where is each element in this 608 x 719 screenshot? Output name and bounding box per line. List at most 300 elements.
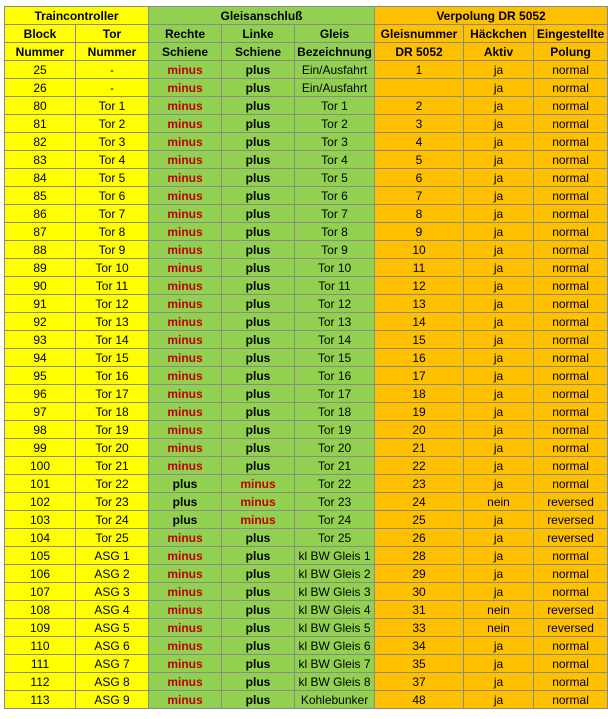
linke-schiene-cell[interactable]: minus — [222, 475, 295, 493]
haeckchen-aktiv-cell[interactable]: ja — [464, 241, 534, 259]
header-cell[interactable]: Gleis — [295, 25, 375, 43]
polung-cell[interactable]: reversed — [534, 493, 608, 511]
haeckchen-aktiv-cell[interactable]: ja — [464, 673, 534, 691]
gleisnummer-cell[interactable]: 33 — [375, 619, 464, 637]
tor-nummer-cell[interactable]: ASG 7 — [76, 655, 149, 673]
block-nummer-cell[interactable]: 96 — [5, 385, 76, 403]
tor-nummer-cell[interactable]: Tor 25 — [76, 529, 149, 547]
polung-cell[interactable]: normal — [534, 691, 608, 709]
polung-cell[interactable]: reversed — [534, 529, 608, 547]
linke-schiene-cell[interactable]: plus — [222, 313, 295, 331]
gleisnummer-cell[interactable]: 25 — [375, 511, 464, 529]
haeckchen-aktiv-cell[interactable]: ja — [464, 115, 534, 133]
block-nummer-cell[interactable]: 101 — [5, 475, 76, 493]
block-nummer-cell[interactable]: 89 — [5, 259, 76, 277]
polung-cell[interactable]: normal — [534, 295, 608, 313]
rechte-schiene-cell[interactable]: minus — [149, 241, 222, 259]
rechte-schiene-cell[interactable]: minus — [149, 457, 222, 475]
gleis-bezeichnung-cell[interactable]: kl BW Gleis 1 — [295, 547, 375, 565]
gleisnummer-cell[interactable]: 5 — [375, 151, 464, 169]
tor-nummer-cell[interactable]: Tor 15 — [76, 349, 149, 367]
gleisnummer-cell[interactable]: 29 — [375, 565, 464, 583]
linke-schiene-cell[interactable]: plus — [222, 223, 295, 241]
tor-nummer-cell[interactable]: Tor 18 — [76, 403, 149, 421]
gleisnummer-cell[interactable]: 6 — [375, 169, 464, 187]
haeckchen-aktiv-cell[interactable]: nein — [464, 601, 534, 619]
gleis-bezeichnung-cell[interactable]: Tor 16 — [295, 367, 375, 385]
tor-nummer-cell[interactable]: Tor 2 — [76, 115, 149, 133]
polung-cell[interactable]: normal — [534, 205, 608, 223]
linke-schiene-cell[interactable]: plus — [222, 205, 295, 223]
gleis-bezeichnung-cell[interactable]: Tor 12 — [295, 295, 375, 313]
polung-cell[interactable]: normal — [534, 475, 608, 493]
linke-schiene-cell[interactable]: plus — [222, 403, 295, 421]
polung-cell[interactable]: normal — [534, 241, 608, 259]
haeckchen-aktiv-cell[interactable]: ja — [464, 295, 534, 313]
tor-nummer-cell[interactable]: ASG 2 — [76, 565, 149, 583]
polung-cell[interactable]: normal — [534, 637, 608, 655]
tor-nummer-cell[interactable]: - — [76, 79, 149, 97]
tor-nummer-cell[interactable]: Tor 13 — [76, 313, 149, 331]
block-nummer-cell[interactable]: 99 — [5, 439, 76, 457]
tor-nummer-cell[interactable]: ASG 9 — [76, 691, 149, 709]
block-nummer-cell[interactable]: 95 — [5, 367, 76, 385]
polung-cell[interactable]: normal — [534, 367, 608, 385]
header-cell[interactable]: Schiene — [222, 43, 295, 61]
gleisnummer-cell[interactable]: 16 — [375, 349, 464, 367]
gleis-bezeichnung-cell[interactable]: Tor 18 — [295, 403, 375, 421]
rechte-schiene-cell[interactable]: minus — [149, 133, 222, 151]
block-nummer-cell[interactable]: 113 — [5, 691, 76, 709]
gleis-bezeichnung-cell[interactable]: Tor 2 — [295, 115, 375, 133]
gleisnummer-cell[interactable]: 14 — [375, 313, 464, 331]
haeckchen-aktiv-cell[interactable]: ja — [464, 223, 534, 241]
haeckchen-aktiv-cell[interactable]: ja — [464, 385, 534, 403]
gleis-bezeichnung-cell[interactable]: Tor 20 — [295, 439, 375, 457]
linke-schiene-cell[interactable]: plus — [222, 259, 295, 277]
haeckchen-aktiv-cell[interactable]: nein — [464, 619, 534, 637]
haeckchen-aktiv-cell[interactable]: ja — [464, 637, 534, 655]
linke-schiene-cell[interactable]: plus — [222, 133, 295, 151]
gleisnummer-cell[interactable]: 4 — [375, 133, 464, 151]
linke-schiene-cell[interactable]: plus — [222, 673, 295, 691]
gleis-bezeichnung-cell[interactable]: Tor 4 — [295, 151, 375, 169]
gleisnummer-cell[interactable]: 48 — [375, 691, 464, 709]
tor-nummer-cell[interactable]: Tor 12 — [76, 295, 149, 313]
haeckchen-aktiv-cell[interactable]: ja — [464, 205, 534, 223]
rechte-schiene-cell[interactable]: minus — [149, 169, 222, 187]
tor-nummer-cell[interactable]: Tor 3 — [76, 133, 149, 151]
block-nummer-cell[interactable]: 90 — [5, 277, 76, 295]
haeckchen-aktiv-cell[interactable]: ja — [464, 691, 534, 709]
gleis-bezeichnung-cell[interactable]: Tor 9 — [295, 241, 375, 259]
gleis-bezeichnung-cell[interactable]: Tor 21 — [295, 457, 375, 475]
gleis-bezeichnung-cell[interactable]: Tor 17 — [295, 385, 375, 403]
tor-nummer-cell[interactable]: Tor 6 — [76, 187, 149, 205]
header-cell[interactable]: Aktiv — [464, 43, 534, 61]
haeckchen-aktiv-cell[interactable]: ja — [464, 655, 534, 673]
block-nummer-cell[interactable]: 88 — [5, 241, 76, 259]
rechte-schiene-cell[interactable]: minus — [149, 313, 222, 331]
block-nummer-cell[interactable]: 112 — [5, 673, 76, 691]
polung-cell[interactable]: normal — [534, 187, 608, 205]
block-nummer-cell[interactable]: 26 — [5, 79, 76, 97]
linke-schiene-cell[interactable]: plus — [222, 61, 295, 79]
haeckchen-aktiv-cell[interactable]: ja — [464, 133, 534, 151]
haeckchen-aktiv-cell[interactable]: ja — [464, 439, 534, 457]
linke-schiene-cell[interactable]: plus — [222, 637, 295, 655]
gleisnummer-cell[interactable]: 37 — [375, 673, 464, 691]
linke-schiene-cell[interactable]: plus — [222, 169, 295, 187]
linke-schiene-cell[interactable]: plus — [222, 241, 295, 259]
rechte-schiene-cell[interactable]: minus — [149, 223, 222, 241]
block-nummer-cell[interactable]: 92 — [5, 313, 76, 331]
polung-cell[interactable]: normal — [534, 223, 608, 241]
block-nummer-cell[interactable]: 82 — [5, 133, 76, 151]
gleis-bezeichnung-cell[interactable]: Tor 7 — [295, 205, 375, 223]
gleis-bezeichnung-cell[interactable]: Tor 11 — [295, 277, 375, 295]
header-cell[interactable]: Linke — [222, 25, 295, 43]
gleisnummer-cell[interactable]: 23 — [375, 475, 464, 493]
tor-nummer-cell[interactable]: Tor 1 — [76, 97, 149, 115]
rechte-schiene-cell[interactable]: plus — [149, 475, 222, 493]
group-gleisanschluss[interactable]: Gleisanschluß — [149, 7, 375, 25]
polung-cell[interactable]: normal — [534, 115, 608, 133]
haeckchen-aktiv-cell[interactable]: ja — [464, 151, 534, 169]
gleis-bezeichnung-cell[interactable]: kl BW Gleis 7 — [295, 655, 375, 673]
polung-cell[interactable]: normal — [534, 151, 608, 169]
linke-schiene-cell[interactable]: plus — [222, 115, 295, 133]
polung-cell[interactable]: normal — [534, 79, 608, 97]
tor-nummer-cell[interactable]: Tor 9 — [76, 241, 149, 259]
tor-nummer-cell[interactable]: Tor 21 — [76, 457, 149, 475]
linke-schiene-cell[interactable]: plus — [222, 79, 295, 97]
gleisnummer-cell[interactable]: 9 — [375, 223, 464, 241]
block-nummer-cell[interactable]: 86 — [5, 205, 76, 223]
gleis-bezeichnung-cell[interactable]: Ein/Ausfahrt — [295, 79, 375, 97]
haeckchen-aktiv-cell[interactable]: ja — [464, 511, 534, 529]
linke-schiene-cell[interactable]: plus — [222, 151, 295, 169]
gleisnummer-cell[interactable]: 13 — [375, 295, 464, 313]
haeckchen-aktiv-cell[interactable]: ja — [464, 529, 534, 547]
linke-schiene-cell[interactable]: plus — [222, 331, 295, 349]
gleisnummer-cell[interactable]: 34 — [375, 637, 464, 655]
gleis-bezeichnung-cell[interactable]: Tor 24 — [295, 511, 375, 529]
rechte-schiene-cell[interactable]: minus — [149, 205, 222, 223]
gleisnummer-cell[interactable]: 17 — [375, 367, 464, 385]
linke-schiene-cell[interactable]: plus — [222, 421, 295, 439]
gleisnummer-cell[interactable]: 19 — [375, 403, 464, 421]
gleis-bezeichnung-cell[interactable]: Tor 23 — [295, 493, 375, 511]
block-nummer-cell[interactable]: 85 — [5, 187, 76, 205]
linke-schiene-cell[interactable]: plus — [222, 385, 295, 403]
linke-schiene-cell[interactable]: plus — [222, 439, 295, 457]
tor-nummer-cell[interactable]: Tor 22 — [76, 475, 149, 493]
block-nummer-cell[interactable]: 111 — [5, 655, 76, 673]
header-cell[interactable]: Polung — [534, 43, 608, 61]
polung-cell[interactable]: normal — [534, 673, 608, 691]
polung-cell[interactable]: normal — [534, 565, 608, 583]
linke-schiene-cell[interactable]: plus — [222, 187, 295, 205]
rechte-schiene-cell[interactable]: minus — [149, 421, 222, 439]
gleisnummer-cell[interactable]: 35 — [375, 655, 464, 673]
gleisnummer-cell[interactable]: 31 — [375, 601, 464, 619]
rechte-schiene-cell[interactable]: minus — [149, 385, 222, 403]
block-nummer-cell[interactable]: 102 — [5, 493, 76, 511]
gleis-bezeichnung-cell[interactable]: Tor 19 — [295, 421, 375, 439]
rechte-schiene-cell[interactable]: minus — [149, 673, 222, 691]
polung-cell[interactable]: normal — [534, 349, 608, 367]
block-nummer-cell[interactable]: 84 — [5, 169, 76, 187]
rechte-schiene-cell[interactable]: minus — [149, 601, 222, 619]
polung-cell[interactable]: normal — [534, 457, 608, 475]
block-nummer-cell[interactable]: 108 — [5, 601, 76, 619]
block-nummer-cell[interactable]: 80 — [5, 97, 76, 115]
linke-schiene-cell[interactable]: plus — [222, 547, 295, 565]
haeckchen-aktiv-cell[interactable]: ja — [464, 565, 534, 583]
polung-cell[interactable]: normal — [534, 403, 608, 421]
rechte-schiene-cell[interactable]: minus — [149, 583, 222, 601]
gleisnummer-cell[interactable]: 18 — [375, 385, 464, 403]
haeckchen-aktiv-cell[interactable]: ja — [464, 547, 534, 565]
haeckchen-aktiv-cell[interactable]: ja — [464, 97, 534, 115]
linke-schiene-cell[interactable]: plus — [222, 529, 295, 547]
block-nummer-cell[interactable]: 109 — [5, 619, 76, 637]
block-nummer-cell[interactable]: 100 — [5, 457, 76, 475]
linke-schiene-cell[interactable]: minus — [222, 511, 295, 529]
polung-cell[interactable]: reversed — [534, 601, 608, 619]
tor-nummer-cell[interactable]: Tor 5 — [76, 169, 149, 187]
gleisnummer-cell[interactable]: 10 — [375, 241, 464, 259]
gleisnummer-cell[interactable] — [375, 79, 464, 97]
gleis-bezeichnung-cell[interactable]: Tor 15 — [295, 349, 375, 367]
rechte-schiene-cell[interactable]: minus — [149, 529, 222, 547]
gleis-bezeichnung-cell[interactable]: Tor 10 — [295, 259, 375, 277]
block-nummer-cell[interactable]: 106 — [5, 565, 76, 583]
tor-nummer-cell[interactable]: Tor 7 — [76, 205, 149, 223]
rechte-schiene-cell[interactable]: minus — [149, 439, 222, 457]
haeckchen-aktiv-cell[interactable]: ja — [464, 349, 534, 367]
gleis-bezeichnung-cell[interactable]: kl BW Gleis 6 — [295, 637, 375, 655]
rechte-schiene-cell[interactable]: minus — [149, 565, 222, 583]
linke-schiene-cell[interactable]: plus — [222, 619, 295, 637]
polung-cell[interactable]: normal — [534, 385, 608, 403]
haeckchen-aktiv-cell[interactable]: ja — [464, 187, 534, 205]
header-cell[interactable]: Gleisnummer — [375, 25, 464, 43]
rechte-schiene-cell[interactable]: minus — [149, 79, 222, 97]
rechte-schiene-cell[interactable]: minus — [149, 367, 222, 385]
tor-nummer-cell[interactable]: - — [76, 61, 149, 79]
polung-cell[interactable]: normal — [534, 259, 608, 277]
linke-schiene-cell[interactable]: plus — [222, 277, 295, 295]
header-cell[interactable]: Nummer — [5, 43, 76, 61]
rechte-schiene-cell[interactable]: minus — [149, 259, 222, 277]
haeckchen-aktiv-cell[interactable]: ja — [464, 169, 534, 187]
gleisnummer-cell[interactable]: 11 — [375, 259, 464, 277]
haeckchen-aktiv-cell[interactable]: ja — [464, 331, 534, 349]
rechte-schiene-cell[interactable]: minus — [149, 277, 222, 295]
tor-nummer-cell[interactable]: Tor 4 — [76, 151, 149, 169]
block-nummer-cell[interactable]: 25 — [5, 61, 76, 79]
linke-schiene-cell[interactable]: plus — [222, 367, 295, 385]
block-nummer-cell[interactable]: 81 — [5, 115, 76, 133]
rechte-schiene-cell[interactable]: plus — [149, 493, 222, 511]
block-nummer-cell[interactable]: 104 — [5, 529, 76, 547]
rechte-schiene-cell[interactable]: minus — [149, 619, 222, 637]
tor-nummer-cell[interactable]: Tor 24 — [76, 511, 149, 529]
tor-nummer-cell[interactable]: ASG 8 — [76, 673, 149, 691]
polung-cell[interactable]: normal — [534, 97, 608, 115]
haeckchen-aktiv-cell[interactable]: ja — [464, 79, 534, 97]
rechte-schiene-cell[interactable]: minus — [149, 349, 222, 367]
tor-nummer-cell[interactable]: Tor 19 — [76, 421, 149, 439]
haeckchen-aktiv-cell[interactable]: ja — [464, 583, 534, 601]
tor-nummer-cell[interactable]: Tor 23 — [76, 493, 149, 511]
linke-schiene-cell[interactable]: plus — [222, 691, 295, 709]
linke-schiene-cell[interactable]: plus — [222, 655, 295, 673]
gleisnummer-cell[interactable]: 22 — [375, 457, 464, 475]
gleisnummer-cell[interactable]: 3 — [375, 115, 464, 133]
gleisnummer-cell[interactable]: 26 — [375, 529, 464, 547]
linke-schiene-cell[interactable]: plus — [222, 97, 295, 115]
gleis-bezeichnung-cell[interactable]: kl BW Gleis 8 — [295, 673, 375, 691]
tor-nummer-cell[interactable]: Tor 10 — [76, 259, 149, 277]
block-nummer-cell[interactable]: 103 — [5, 511, 76, 529]
block-nummer-cell[interactable]: 93 — [5, 331, 76, 349]
rechte-schiene-cell[interactable]: minus — [149, 637, 222, 655]
polung-cell[interactable]: normal — [534, 133, 608, 151]
gleis-bezeichnung-cell[interactable]: Ein/Ausfahrt — [295, 61, 375, 79]
gleisnummer-cell[interactable]: 30 — [375, 583, 464, 601]
gleis-bezeichnung-cell[interactable]: Tor 25 — [295, 529, 375, 547]
polung-cell[interactable]: normal — [534, 547, 608, 565]
polung-cell[interactable]: reversed — [534, 511, 608, 529]
gleis-bezeichnung-cell[interactable]: Tor 1 — [295, 97, 375, 115]
polung-cell[interactable]: normal — [534, 655, 608, 673]
linke-schiene-cell[interactable]: plus — [222, 457, 295, 475]
polung-cell[interactable]: normal — [534, 421, 608, 439]
header-cell[interactable]: Nummer — [76, 43, 149, 61]
header-cell[interactable]: Rechte — [149, 25, 222, 43]
gleisnummer-cell[interactable]: 1 — [375, 61, 464, 79]
rechte-schiene-cell[interactable]: minus — [149, 655, 222, 673]
tor-nummer-cell[interactable]: ASG 3 — [76, 583, 149, 601]
gleis-bezeichnung-cell[interactable]: Tor 22 — [295, 475, 375, 493]
haeckchen-aktiv-cell[interactable]: ja — [464, 421, 534, 439]
block-nummer-cell[interactable]: 107 — [5, 583, 76, 601]
polung-cell[interactable]: normal — [534, 439, 608, 457]
gleisnummer-cell[interactable]: 24 — [375, 493, 464, 511]
rechte-schiene-cell[interactable]: minus — [149, 331, 222, 349]
block-nummer-cell[interactable]: 83 — [5, 151, 76, 169]
header-cell[interactable]: Bezeichnung — [295, 43, 375, 61]
gleisnummer-cell[interactable]: 7 — [375, 187, 464, 205]
block-nummer-cell[interactable]: 87 — [5, 223, 76, 241]
header-cell[interactable]: Block — [5, 25, 76, 43]
block-nummer-cell[interactable]: 94 — [5, 349, 76, 367]
gleis-bezeichnung-cell[interactable]: Tor 8 — [295, 223, 375, 241]
gleis-bezeichnung-cell[interactable]: kl BW Gleis 3 — [295, 583, 375, 601]
tor-nummer-cell[interactable]: Tor 20 — [76, 439, 149, 457]
linke-schiene-cell[interactable]: plus — [222, 601, 295, 619]
haeckchen-aktiv-cell[interactable]: ja — [464, 277, 534, 295]
header-cell[interactable]: Häckchen — [464, 25, 534, 43]
rechte-schiene-cell[interactable]: minus — [149, 187, 222, 205]
linke-schiene-cell[interactable]: plus — [222, 583, 295, 601]
haeckchen-aktiv-cell[interactable]: ja — [464, 403, 534, 421]
gleis-bezeichnung-cell[interactable]: kl BW Gleis 2 — [295, 565, 375, 583]
gleis-bezeichnung-cell[interactable]: Tor 5 — [295, 169, 375, 187]
tor-nummer-cell[interactable]: Tor 11 — [76, 277, 149, 295]
block-nummer-cell[interactable]: 98 — [5, 421, 76, 439]
group-traincontroller[interactable]: Traincontroller — [5, 7, 149, 25]
polung-cell[interactable]: reversed — [534, 619, 608, 637]
gleis-bezeichnung-cell[interactable]: Kohlebunker — [295, 691, 375, 709]
gleisnummer-cell[interactable]: 15 — [375, 331, 464, 349]
gleisnummer-cell[interactable]: 20 — [375, 421, 464, 439]
tor-nummer-cell[interactable]: ASG 4 — [76, 601, 149, 619]
linke-schiene-cell[interactable]: plus — [222, 349, 295, 367]
gleisnummer-cell[interactable]: 12 — [375, 277, 464, 295]
gleis-bezeichnung-cell[interactable]: Tor 13 — [295, 313, 375, 331]
haeckchen-aktiv-cell[interactable]: ja — [464, 475, 534, 493]
tor-nummer-cell[interactable]: ASG 6 — [76, 637, 149, 655]
polung-cell[interactable]: normal — [534, 61, 608, 79]
rechte-schiene-cell[interactable]: minus — [149, 403, 222, 421]
rechte-schiene-cell[interactable]: minus — [149, 61, 222, 79]
gleisnummer-cell[interactable]: 2 — [375, 97, 464, 115]
polung-cell[interactable]: normal — [534, 331, 608, 349]
polung-cell[interactable]: normal — [534, 313, 608, 331]
haeckchen-aktiv-cell[interactable]: ja — [464, 457, 534, 475]
block-nummer-cell[interactable]: 97 — [5, 403, 76, 421]
gleisnummer-cell[interactable]: 8 — [375, 205, 464, 223]
tor-nummer-cell[interactable]: Tor 16 — [76, 367, 149, 385]
rechte-schiene-cell[interactable]: minus — [149, 547, 222, 565]
haeckchen-aktiv-cell[interactable]: ja — [464, 61, 534, 79]
gleisnummer-cell[interactable]: 21 — [375, 439, 464, 457]
linke-schiene-cell[interactable]: plus — [222, 565, 295, 583]
rechte-schiene-cell[interactable]: minus — [149, 691, 222, 709]
gleis-bezeichnung-cell[interactable]: kl BW Gleis 4 — [295, 601, 375, 619]
header-cell[interactable]: Eingestellte — [534, 25, 608, 43]
haeckchen-aktiv-cell[interactable]: ja — [464, 367, 534, 385]
block-nummer-cell[interactable]: 110 — [5, 637, 76, 655]
tor-nummer-cell[interactable]: ASG 5 — [76, 619, 149, 637]
gleis-bezeichnung-cell[interactable]: kl BW Gleis 5 — [295, 619, 375, 637]
gleis-bezeichnung-cell[interactable]: Tor 3 — [295, 133, 375, 151]
rechte-schiene-cell[interactable]: plus — [149, 511, 222, 529]
rechte-schiene-cell[interactable]: minus — [149, 115, 222, 133]
tor-nummer-cell[interactable]: Tor 17 — [76, 385, 149, 403]
tor-nummer-cell[interactable]: Tor 14 — [76, 331, 149, 349]
rechte-schiene-cell[interactable]: minus — [149, 295, 222, 313]
polung-cell[interactable]: normal — [534, 277, 608, 295]
gleisnummer-cell[interactable]: 28 — [375, 547, 464, 565]
linke-schiene-cell[interactable]: plus — [222, 295, 295, 313]
header-cell[interactable]: DR 5052 — [375, 43, 464, 61]
rechte-schiene-cell[interactable]: minus — [149, 97, 222, 115]
haeckchen-aktiv-cell[interactable]: nein — [464, 493, 534, 511]
tor-nummer-cell[interactable]: ASG 1 — [76, 547, 149, 565]
linke-schiene-cell[interactable]: minus — [222, 493, 295, 511]
group-verpolung[interactable]: Verpolung DR 5052 — [375, 7, 608, 25]
rechte-schiene-cell[interactable]: minus — [149, 151, 222, 169]
block-nummer-cell[interactable]: 105 — [5, 547, 76, 565]
tor-nummer-cell[interactable]: Tor 8 — [76, 223, 149, 241]
haeckchen-aktiv-cell[interactable]: ja — [464, 259, 534, 277]
block-nummer-cell[interactable]: 91 — [5, 295, 76, 313]
